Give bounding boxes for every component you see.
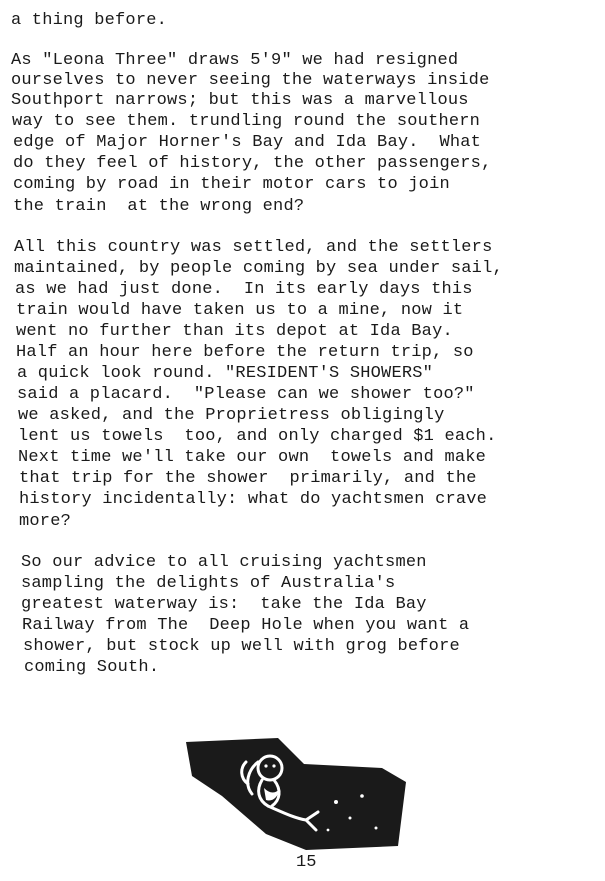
text-line-22: history incidentally: what do yachtsmen crave bbox=[19, 490, 488, 509]
text-line-20: Next time we'll take our own towels and make bbox=[18, 448, 487, 467]
text-line-8: coming by road in their motor cars to join bbox=[13, 175, 450, 194]
text-line-11: maintained, by people coming by sea under sail, bbox=[14, 259, 503, 278]
text-line-29: coming South. bbox=[24, 658, 160, 677]
page-number: 15 bbox=[296, 853, 317, 872]
text-line-5: way to see them. trundling round the southern bbox=[12, 112, 481, 131]
text-line-3: ourselves to never seeing the waterways inside bbox=[11, 71, 490, 90]
text-line-6: edge of Major Horner's Bay and Ida Bay. What bbox=[13, 133, 482, 152]
text-line-16: a quick look round. "RESIDENT'S SHOWERS" bbox=[17, 364, 434, 383]
text-line-18: we asked, and the Proprietress obligingly bbox=[18, 406, 445, 425]
text-line-28: shower, but stock up well with grog before bbox=[23, 637, 460, 656]
text-line-10: All this country was settled, and the settlers bbox=[14, 238, 493, 257]
text-line-13: train would have taken us to a mine, now it bbox=[16, 301, 464, 320]
text-line-21: that trip for the shower primarily, and the bbox=[19, 469, 477, 488]
ink-block bbox=[186, 738, 406, 850]
mermaid-illustration bbox=[186, 738, 406, 850]
text-line-7: do they feel of history, the other passengers, bbox=[13, 154, 492, 173]
text-line-23: more? bbox=[19, 512, 72, 531]
text-line-19: lent us towels too, and only charged $1 each. bbox=[18, 427, 497, 446]
text-line-12: as we had just done. In its early days this bbox=[15, 280, 473, 299]
text-line-17: said a placard. "Please can we shower too?" bbox=[17, 385, 475, 404]
text-line-1: a thing before. bbox=[11, 11, 168, 30]
text-line-2: As "Leona Three" draws 5'9" we had resigned bbox=[11, 51, 459, 70]
text-line-27: Railway from The Deep Hole when you want a bbox=[22, 616, 470, 635]
text-line-26: greatest waterway is: take the Ida Bay bbox=[21, 595, 427, 614]
text-line-25: sampling the delights of Australia's bbox=[21, 574, 396, 593]
text-line-9: the train at the wrong end? bbox=[13, 197, 305, 216]
text-line-14: went no further than its depot at Ida Bay. bbox=[16, 322, 453, 341]
text-line-4: Southport narrows; but this was a marvellous bbox=[11, 91, 469, 110]
text-line-15: Half an hour here before the return trip, so bbox=[16, 343, 474, 362]
text-line-24: So our advice to all cruising yachtsmen bbox=[21, 553, 427, 572]
